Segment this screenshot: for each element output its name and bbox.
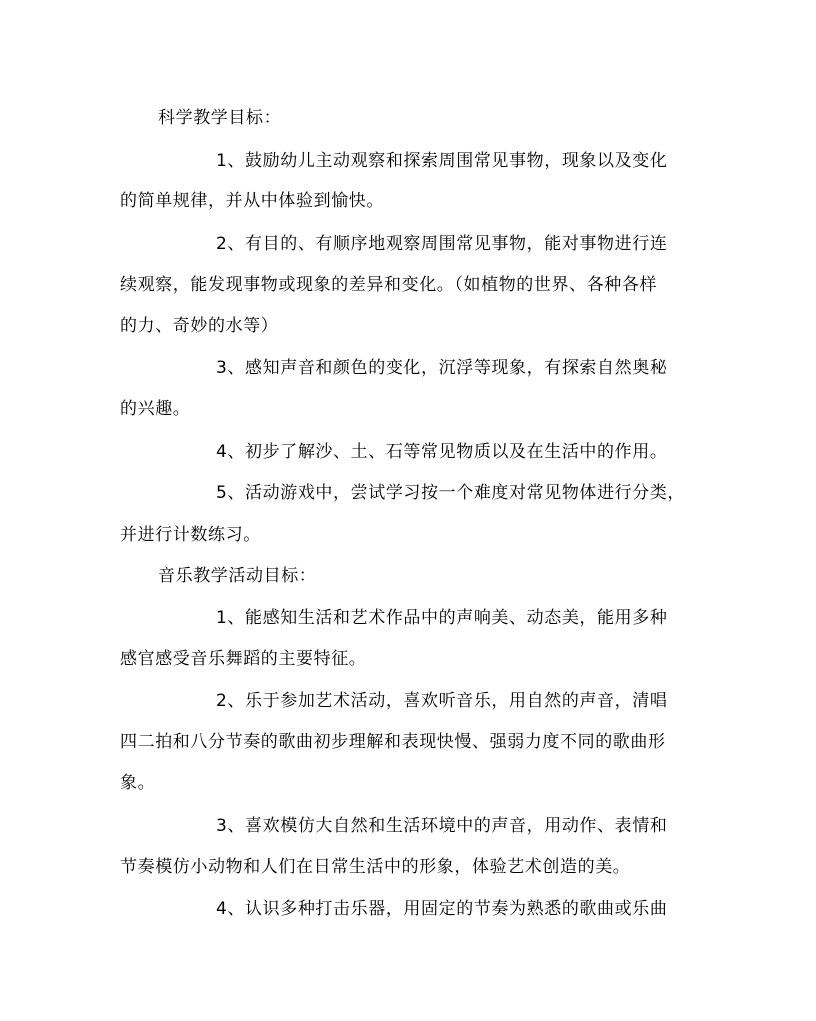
science-heading: 科学教学目标： — [158, 108, 282, 128]
music-item-2-line-3: 象。 — [120, 773, 156, 793]
science-item-2-line-1: 2、有目的、有顺序地观察周围常见事物，能对事物进行连 — [216, 234, 668, 254]
music-item-2-line-1: 2、乐于参加艺术活动，喜欢听音乐，用自然的声音，清唱 — [216, 691, 668, 711]
science-item-3-line-1: 3、感知声音和颜色的变化，沉浮等现象，有探索自然奥秘 — [216, 358, 668, 378]
music-item-1-line-2: 感官感受音乐舞蹈的主要特征。 — [120, 649, 367, 669]
music-item-3-line-1: 3、喜欢模仿大自然和生活环境中的声音，用动作、表情和 — [216, 816, 668, 836]
music-item-2-line-2: 四二拍和八分节奏的歌曲初步理解和表现快慢、强弱力度不同的歌曲形 — [120, 732, 666, 752]
science-item-5-line-1: 5、活动游戏中，尝试学习按一个难度对常见物体进行分类， — [216, 483, 686, 503]
science-item-2-line-3: 的力、奇妙的水等） — [120, 316, 279, 336]
music-item-3-line-2: 节奏模仿小动物和人们在日常生活中的形象，体验艺术创造的美。 — [120, 857, 631, 877]
science-item-3-line-2: 的兴趣。 — [120, 399, 191, 419]
science-item-1-line-2: 的简单规律，并从中体验到愉快。 — [120, 191, 384, 211]
science-item-5-line-2: 并进行计数练习。 — [120, 525, 261, 545]
music-item-4-line-1: 4、认识多种打击乐器，用固定的节奏为熟悉的歌曲或乐曲 — [216, 899, 668, 919]
science-item-1-line-1: 1、鼓励幼儿主动观察和探索周围常见事物，现象以及变化 — [216, 151, 668, 171]
music-heading: 音乐教学活动目标： — [158, 566, 317, 586]
science-item-2-line-2: 续观察，能发现事物或现象的差异和变化。（如植物的世界、各种各样 — [120, 275, 658, 295]
science-item-4-line-1: 4、初步了解沙、土、石等常见物质以及在生活中的作用。 — [216, 442, 668, 462]
music-item-1-line-1: 1、能感知生活和艺术作品中的声响美、动态美，能用多种 — [216, 608, 668, 628]
